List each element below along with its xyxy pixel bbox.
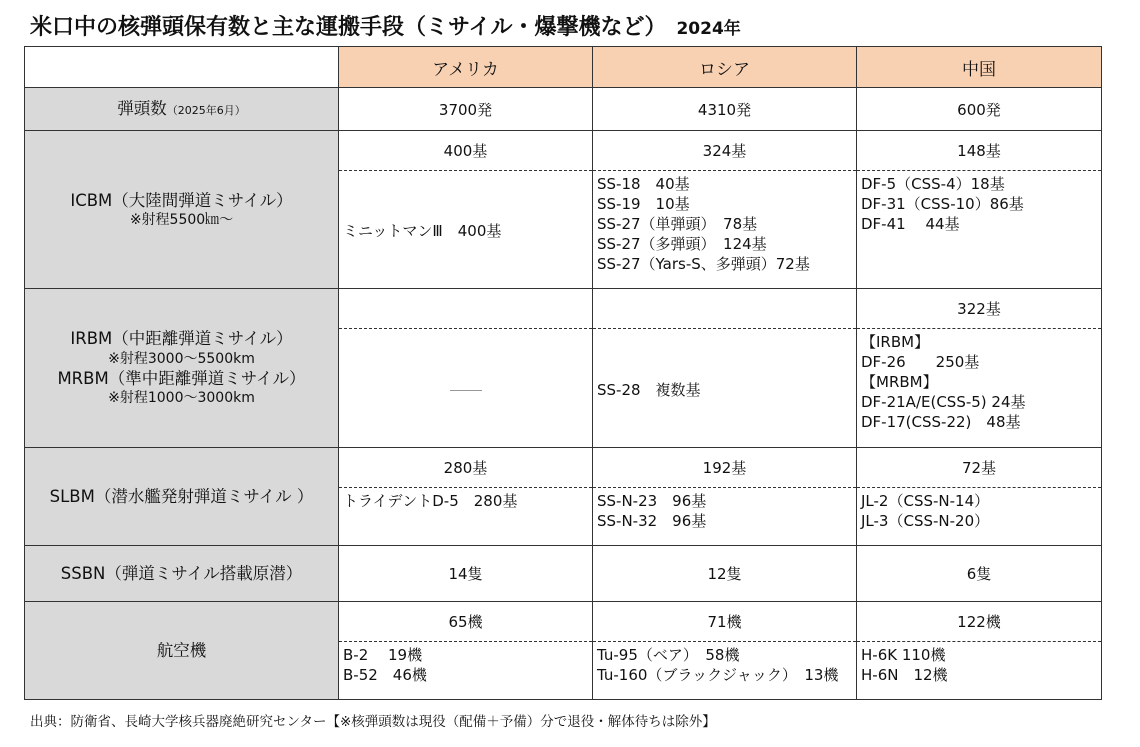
icbm-russia-item: SS-27（多弾頭） 124基 <box>597 235 767 253</box>
irbm-total-usa <box>339 289 593 329</box>
icbm-detail-usa <box>339 171 593 289</box>
icbm-detail-china <box>857 171 1102 289</box>
icbm-total-row <box>25 131 1102 171</box>
aircraft-total-russia: 71機 <box>593 602 857 642</box>
aircraft-label <box>25 602 339 700</box>
source-footnote: 出典：防衛省、長崎大学核兵器廃絶研究センター【※核弾頭数は現役（配備＋予備）分で退役・解体待ちは除外】 <box>30 714 716 730</box>
aircraft-detail-china <box>857 642 1102 700</box>
icbm-china-item: DF-31（CSS-10）86基 <box>861 195 1024 213</box>
aircraft-label-text: 航空機 <box>156 640 207 660</box>
slbm-detail-usa <box>339 488 593 546</box>
irbm-label-text: IRBM（中距離弾道ミサイル） <box>70 329 293 349</box>
irbm-russia-item: SS-28 複数基 <box>597 380 701 399</box>
aircraft-total-usa: 65機 <box>339 602 593 642</box>
corner-cell <box>25 47 339 88</box>
icbm-label-note: ※射程5500㎞～ <box>129 212 234 229</box>
ssbn-usa: 14隻 <box>339 546 593 602</box>
warheads-label-note: （2025年6月） <box>166 104 246 118</box>
slbm-total-russia: 192基 <box>593 448 857 488</box>
warheads-china: 600発 <box>857 88 1102 131</box>
aircraft-usa-item: B-2 19機 <box>343 646 423 664</box>
title-year: 2024年 <box>676 19 741 39</box>
aircraft-total-row <box>25 602 1102 642</box>
mrbm-label-text: MRBM（準中距離弾道ミサイル） <box>57 369 306 388</box>
ssbn-label-text: SSBN（弾道ミサイル搭載原潜） <box>60 563 303 583</box>
irbm-detail-russia <box>593 329 857 448</box>
aircraft-china-item: H-6K 110機 <box>861 646 946 664</box>
page-title <box>30 10 741 41</box>
slbm-label <box>25 448 339 546</box>
col-header-china: 中国 <box>857 47 1102 88</box>
slbm-china-item: JL-3（CSS-N-20） <box>861 512 990 530</box>
title-text: 米口中の核弾頭保有数と主な運搬手段（ミサイル・爆撃機など） <box>30 15 667 40</box>
slbm-label-text: SLBM（潜水艦発射弾道ミサイル ） <box>49 486 314 506</box>
icbm-russia-item: SS-27（単弾頭） 78基 <box>597 215 758 233</box>
ssbn-label <box>25 546 339 602</box>
icbm-total-china: 148基 <box>857 131 1102 171</box>
slbm-russia-item: SS-N-32 96基 <box>597 512 707 530</box>
icbm-total-usa: 400基 <box>339 131 593 171</box>
irbm-china-item: DF-17(CSS-22) 48基 <box>861 413 1021 431</box>
irbm-total-china: 322基 <box>857 289 1102 329</box>
header-row <box>25 47 1102 88</box>
ssbn-china: 6隻 <box>857 546 1102 602</box>
col-header-usa: アメリカ <box>339 47 593 88</box>
icbm-russia-item: SS-18 40基 <box>597 175 690 193</box>
icbm-russia-item: SS-27（Yars-S、多弾頭）72基 <box>597 255 810 273</box>
irbm-detail-usa <box>339 329 593 448</box>
warheads-russia: 4310発 <box>593 88 857 131</box>
aircraft-russia-item: Tu-160（ブラックジャック） 13機 <box>597 666 839 684</box>
slbm-china-item: JL-2（CSS-N-14） <box>861 492 990 510</box>
irbm-total-row <box>25 289 1102 329</box>
warheads-label-text: 弾頭数 <box>117 99 167 119</box>
col-header-russia: ロシア <box>593 47 857 88</box>
warheads-row <box>25 88 1102 131</box>
aircraft-detail-usa <box>339 642 593 700</box>
icbm-detail-russia <box>593 171 857 289</box>
slbm-total-row <box>25 448 1102 488</box>
slbm-total-china: 72基 <box>857 448 1102 488</box>
warheads-usa: 3700発 <box>339 88 593 131</box>
slbm-detail-china <box>857 488 1102 546</box>
icbm-china-item: DF-5（CSS-4）18基 <box>861 175 1005 193</box>
slbm-total-usa: 280基 <box>339 448 593 488</box>
aircraft-china-item: H-6N 12機 <box>861 666 948 684</box>
icbm-russia-item: SS-19 10基 <box>597 195 690 213</box>
irbm-china-item: DF-26 250基 <box>861 353 980 371</box>
irbm-label-note: ※射程3000～5500km <box>108 350 255 367</box>
irbm-detail-china <box>857 329 1102 448</box>
irbm-china-item: DF-21A/E(CSS-5) 24基 <box>861 393 1026 411</box>
slbm-russia-item: SS-N-23 96基 <box>597 492 707 510</box>
mrbm-label-note: ※射程1000～3000km <box>108 390 255 407</box>
aircraft-russia-item: Tu-95（ベア） 58機 <box>597 646 740 664</box>
icbm-label <box>25 131 339 289</box>
ssbn-row <box>25 546 1102 602</box>
icbm-china-item: DF-41 44基 <box>861 215 960 233</box>
nuclear-arsenal-table <box>24 46 1102 700</box>
aircraft-usa-item: B-52 46機 <box>343 666 427 684</box>
icbm-usa-item: ミニットマンⅢ 400基 <box>343 222 502 240</box>
icbm-total-russia: 324基 <box>593 131 857 171</box>
irbm-china-item: 【MRBM】 <box>861 373 938 391</box>
irbm-china-item: 【IRBM】 <box>861 333 930 351</box>
icbm-label-text: ICBM（大陸間弾道ミサイル） <box>70 190 293 210</box>
aircraft-total-china: 122機 <box>857 602 1102 642</box>
slbm-usa-item: トライデントD-5 280基 <box>343 492 518 510</box>
aircraft-detail-russia <box>593 642 857 700</box>
slbm-detail-russia <box>593 488 857 546</box>
warheads-label <box>25 88 339 131</box>
ssbn-russia: 12隻 <box>593 546 857 602</box>
irbm-total-russia <box>593 289 857 329</box>
none-dash <box>450 390 482 391</box>
irbm-label <box>25 289 339 448</box>
